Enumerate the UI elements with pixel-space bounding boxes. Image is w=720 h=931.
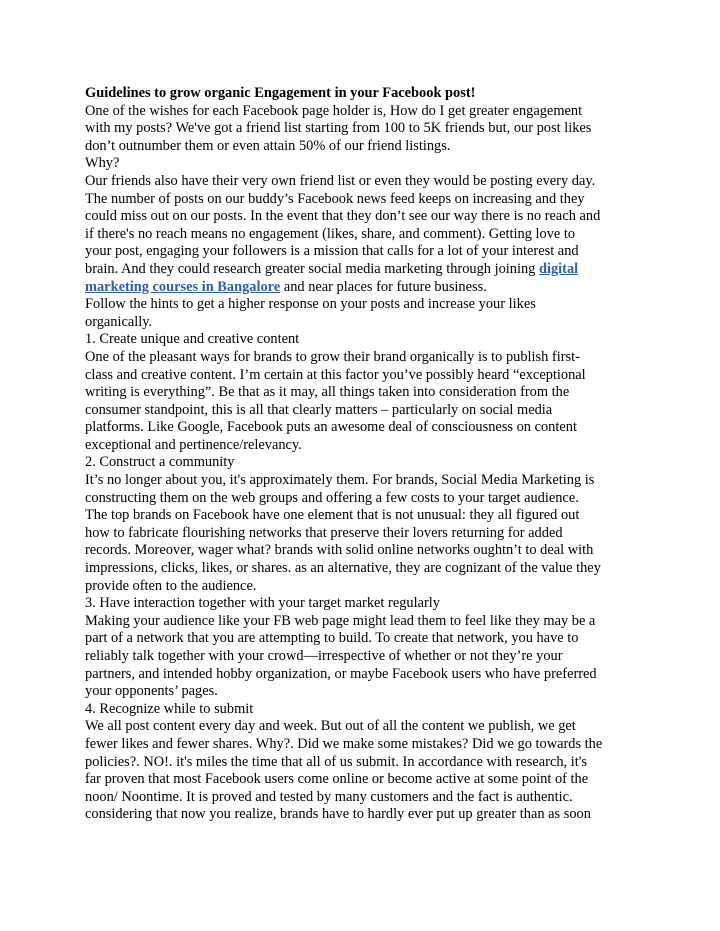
text-line: The top brands on Facebook have one element that is not unusual: they all figured out <box>85 507 580 524</box>
section-heading-why: Why? <box>85 155 120 172</box>
text-line: your opponents’ pages. <box>85 683 218 700</box>
text-line: fewer likes and fewer shares. Why?. Did we make some mistakes? Did we go towards the <box>85 735 603 752</box>
section-heading-3: 3. Have interaction together with your target market regularly <box>85 595 440 612</box>
document-title: Guidelines to grow organic Engagement in your Facebook post! <box>85 85 476 101</box>
text-line: The number of posts on our buddy’s Facebook news feed keeps on increasing and they <box>85 190 585 207</box>
text-line: consumer standpoint, this is all that clearly matters – particularly on social media <box>85 401 553 418</box>
text-line: reliably talk together with your crowd—irrespective of whether or not they’re your <box>85 648 563 664</box>
text-line: considering that now you realize, brands have to hardly ever put up greater than as soon <box>85 806 591 823</box>
text-line: It’s no longer about you, it's approximately them. For brands, Social Media Marketing is <box>85 472 595 489</box>
text-line: records. Moreover, wager what? brands with solid online networks oughtn’t to deal with <box>85 542 594 559</box>
document-body <box>85 85 645 824</box>
text-line: provide often to the audience. <box>85 577 257 594</box>
text-line: part of a network that you are attempting to build. To create that network, you have to <box>85 630 579 647</box>
text-line-with-link <box>85 261 645 279</box>
digital-marketing-courses-link-part1[interactable]: digital <box>538 260 579 277</box>
digital-marketing-courses-link-part2[interactable]: marketing courses in Bangalore <box>85 278 281 295</box>
text-line: your post, engaging your followers is a mission that calls for a lot of your interest and <box>85 243 579 260</box>
text-line: with my posts? We've got a friend list starting from 100 to 5K friends but, our post likes <box>85 120 592 137</box>
text-line: how to fabricate flourishing networks that preserve their lovers returning for added <box>85 524 563 541</box>
text-line: partners, and intended hobby organization, or maybe Facebook users who have preferred <box>85 665 597 682</box>
text-segment: brain. And they could research greater social media marketing through joining <box>85 260 536 277</box>
text-line: Our friends also have their very own friend list or even they would be posting every day. <box>85 172 596 189</box>
text-segment: and near places for future business. <box>283 278 487 295</box>
text-line: impressions, clicks, likes, or shares. as an alternative, they are cognizant of the value they <box>85 560 601 577</box>
text-line: could miss out on our posts. In the event that they don’t see our way there is no reach and <box>85 208 601 225</box>
text-line: class and creative content. I’m certain at this factor you’ve possibly heard “exceptional <box>85 366 586 383</box>
text-line: writing is everything”. Be that as it may, all things taken into consideration from the <box>85 384 570 401</box>
text-line: One of the pleasant ways for brands to grow their brand organically is to publish first- <box>85 348 580 365</box>
text-line: Follow the hints to get a higher response on your posts and increase your likes <box>85 296 536 313</box>
text-line: noon/ Noontime. It is proved and tested by many customers and the fact is authentic. <box>85 788 573 805</box>
text-line: We all post content every day and week. But out of all the content we publish, we get <box>85 718 576 735</box>
text-line: organically. <box>85 313 153 330</box>
text-line: Making your audience like your FB web page might lead them to feel like they may be a <box>85 612 596 629</box>
text-line: constructing them on the web groups and offering a few costs to your target audience. <box>85 489 579 506</box>
text-line: exceptional and pertinence/relevancy. <box>85 436 302 453</box>
text-line: if there's no reach means no engagement (likes, share, and comment). Getting love to <box>85 225 576 242</box>
text-line: One of the wishes for each Facebook page holder is, How do I get greater engagement <box>85 102 583 119</box>
text-line: don’t outnumber them or even attain 50% of our friend listings. <box>85 137 451 154</box>
text-line: policies?. NO!. it's miles the time that all of us submit. In accordance with research, it's <box>85 753 587 770</box>
text-line: platforms. Like Google, Facebook puts an awesome deal of consciousness on content <box>85 419 577 436</box>
section-heading-2: 2. Construct a community <box>85 454 235 471</box>
text-line: far proven that most Facebook users come online or become active at some point of the <box>85 771 589 788</box>
text-line-with-link <box>85 279 645 297</box>
section-heading-1: 1. Create unique and creative content <box>85 331 300 348</box>
section-heading-4: 4. Recognize while to submit <box>85 700 254 717</box>
